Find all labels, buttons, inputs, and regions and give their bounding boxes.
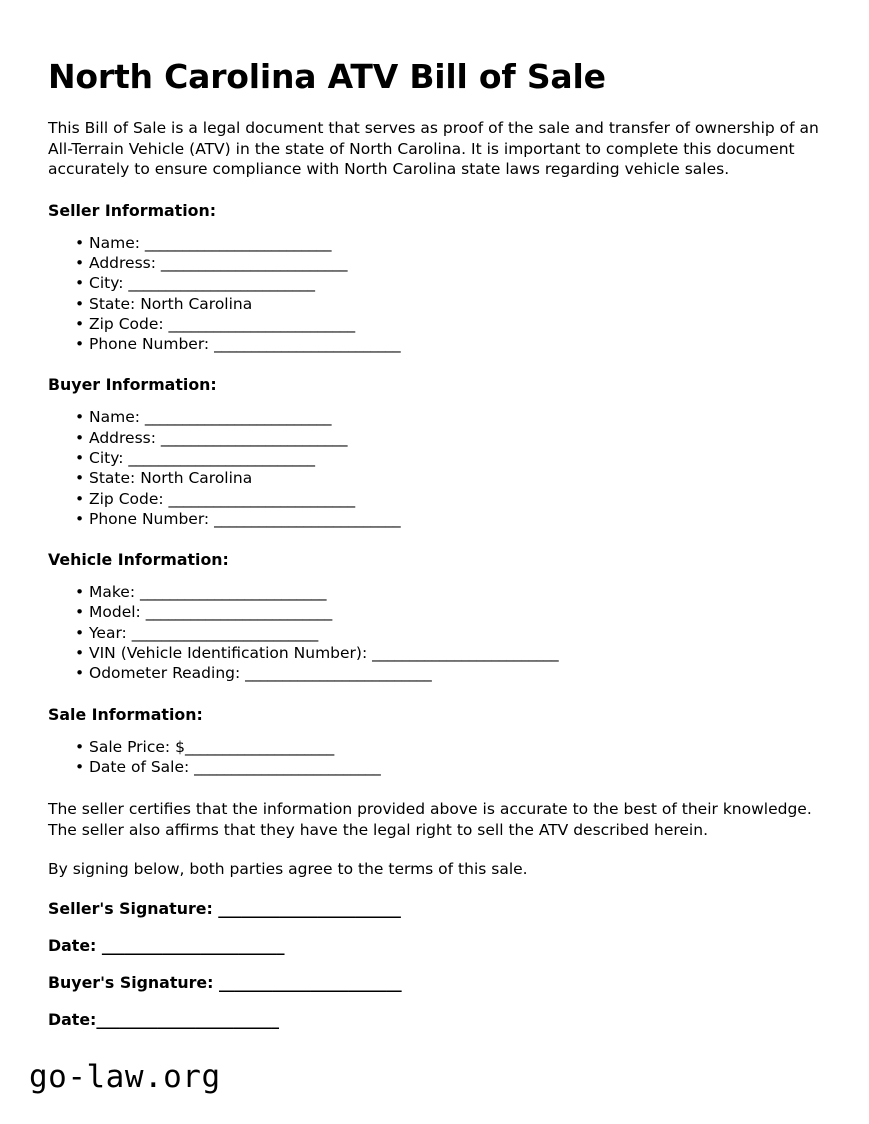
field-value: North Carolina <box>140 469 253 488</box>
buyer-date-line <box>48 993 821 1030</box>
list-item <box>89 489 821 509</box>
intro-paragraph: This Bill of Sale is a legal document that serves as proof of the sale and transfer of ownership of an All-Terrain Vehicle (ATV) in the state of North Carolina. It is important to complete this document accurately to ensure compliance with North Carolina state laws regarding vehicle sales. <box>48 118 819 179</box>
field-blank[interactable]: ____________________ <box>184 737 334 756</box>
field-blank[interactable]: _________________________ <box>194 757 381 776</box>
field-label: Odometer Reading: <box>89 664 246 683</box>
buyer-information-heading: Buyer Information: <box>48 375 217 395</box>
field-label: Address: <box>89 253 161 272</box>
signature-label: Date: <box>48 1009 97 1029</box>
signature-label: Buyer's Signature: <box>48 972 219 992</box>
list-item <box>89 509 821 529</box>
field-blank[interactable]: _________________________ <box>372 644 559 663</box>
list-item <box>89 314 821 334</box>
page-title: North Carolina ATV Bill of Sale <box>48 57 606 96</box>
field-blank[interactable]: _________________________ <box>128 449 315 467</box>
seller-information-heading: Seller Information: <box>48 200 217 220</box>
field-label: Year: <box>89 623 132 642</box>
sale-information-heading: Sale Information: <box>48 704 203 724</box>
list-item <box>89 602 821 622</box>
field-label: City: <box>89 274 129 293</box>
field-label: Sale Price: $ <box>89 737 185 756</box>
field-label: State: <box>89 469 141 488</box>
field-blank[interactable]: _________________________ <box>139 583 327 602</box>
seller-date-line <box>48 919 821 956</box>
list-item <box>89 407 821 427</box>
list-item <box>89 448 821 468</box>
vehicle-information-fields <box>48 570 821 683</box>
list-item <box>89 582 821 602</box>
field-blank[interactable]: _________________________ <box>145 603 332 622</box>
list-item <box>89 663 821 683</box>
field-blank[interactable]: _________________________ <box>128 274 315 293</box>
field-label: Model: <box>89 603 146 622</box>
list-item <box>89 643 821 663</box>
buyer-signature-line <box>48 956 821 993</box>
list-item <box>89 428 821 448</box>
field-label: Zip Code: <box>89 489 169 508</box>
vehicle-information-heading: Vehicle Information: <box>48 550 229 570</box>
signature-blank[interactable]: ________________________ <box>96 1009 279 1029</box>
site-watermark: go-law.org <box>29 1059 221 1095</box>
signature-blank[interactable]: ________________________ <box>218 898 401 918</box>
buyer-information-fields <box>48 395 821 529</box>
certification-paragraph: The seller certifies that the information provided above is accurate to the best of their knowledge. The seller also affirms that they have the legal right to sell the ATV described herein. <box>48 800 812 839</box>
list-item <box>89 757 821 777</box>
agreement-paragraph: By signing below, both parties agree to the terms of this sale. <box>48 860 528 879</box>
field-label: VIN (Vehicle Identification Number): <box>89 644 373 663</box>
field-blank[interactable]: _________________________ <box>160 428 348 447</box>
field-label: Zip Code: <box>89 314 169 333</box>
field-value: North Carolina <box>140 294 253 313</box>
field-blank[interactable]: _________________________ <box>245 664 432 683</box>
signature-label: Seller's Signature: <box>48 898 219 918</box>
list-item <box>89 334 821 354</box>
list-item <box>89 233 821 253</box>
field-label: Name: <box>89 408 145 427</box>
field-blank[interactable]: _________________________ <box>214 335 401 354</box>
field-blank[interactable]: _________________________ <box>131 623 318 642</box>
signature-label: Date: <box>48 935 102 955</box>
list-item <box>89 253 821 273</box>
list-item <box>89 273 821 293</box>
signature-blank[interactable]: ________________________ <box>218 972 402 992</box>
field-blank[interactable]: _________________________ <box>214 509 401 528</box>
list-item <box>89 468 821 488</box>
field-blank[interactable]: _________________________ <box>168 489 355 508</box>
field-blank[interactable]: _________________________ <box>144 233 332 252</box>
field-label: Date of Sale: <box>89 757 195 776</box>
field-label: State: <box>89 294 141 313</box>
signature-blank[interactable]: ________________________ <box>101 935 285 955</box>
sale-information-fields <box>48 725 821 778</box>
field-label: Name: <box>89 233 145 252</box>
field-label: Phone Number: <box>89 509 215 528</box>
field-label: Phone Number: <box>89 335 215 354</box>
field-label: Address: <box>89 428 161 447</box>
field-blank[interactable]: _________________________ <box>160 253 348 272</box>
field-label: Make: <box>89 583 140 602</box>
list-item <box>89 294 821 314</box>
signature-block <box>48 880 821 1030</box>
list-item <box>89 737 821 757</box>
seller-signature-line <box>48 900 821 919</box>
list-item <box>89 623 821 643</box>
field-blank[interactable]: _________________________ <box>168 314 355 333</box>
field-blank[interactable]: _________________________ <box>144 408 332 427</box>
document-body <box>48 0 821 1030</box>
field-label: City: <box>89 449 129 467</box>
seller-information-fields <box>48 221 821 355</box>
